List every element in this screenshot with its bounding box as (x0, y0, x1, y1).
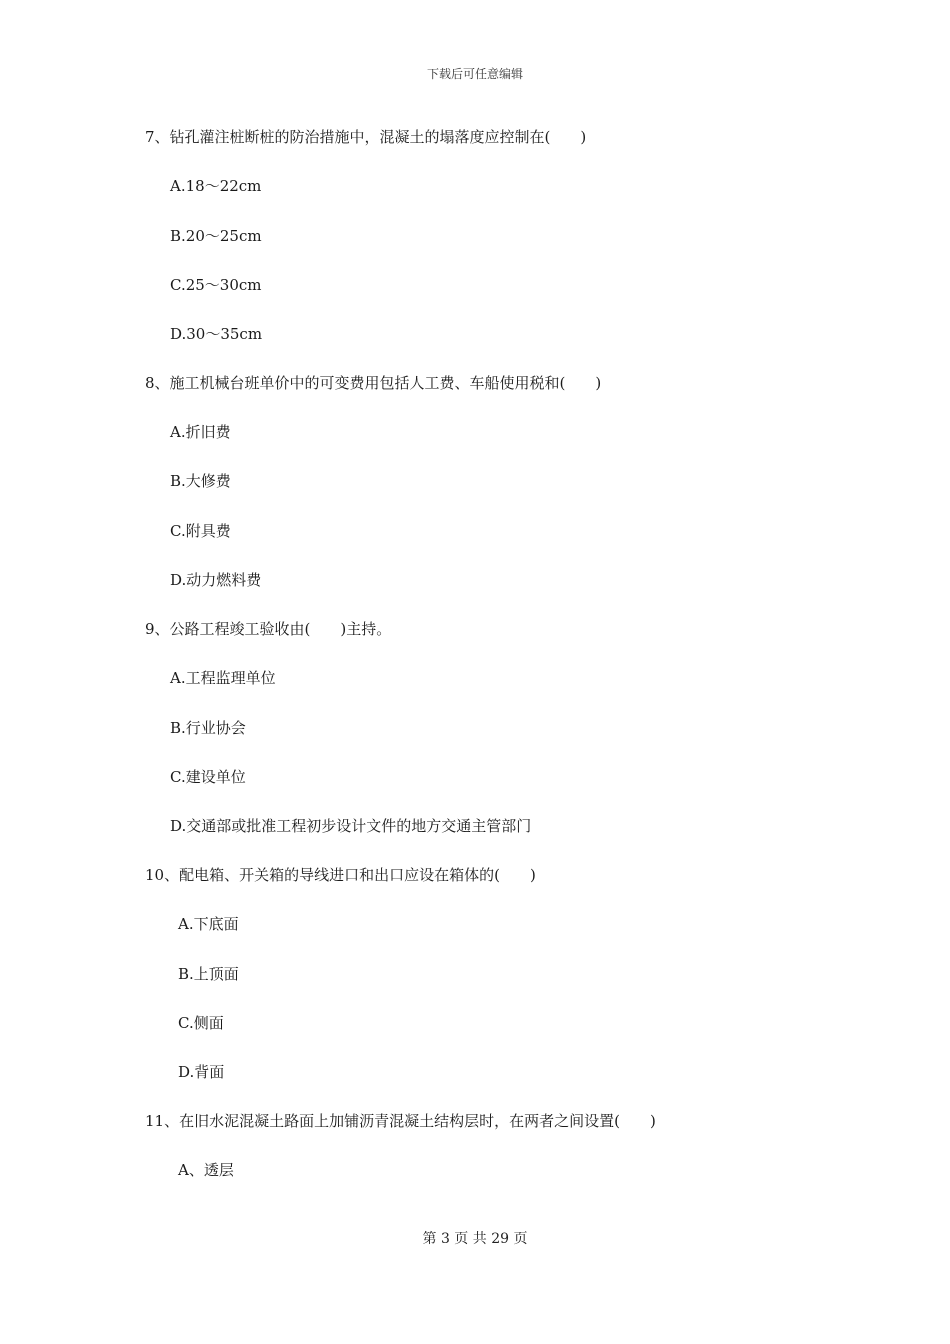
option-d: D.交通部或批准工程初步设计文件的地方交通主管部门 (170, 817, 532, 835)
option-b: B.20～25cm (170, 227, 262, 245)
option-d: D.动力燃料费 (170, 571, 262, 589)
question-stem: 7、钻孔灌注桩断桩的防治措施中，混凝土的塌落度应控制在( ) (145, 128, 587, 146)
page-number: 第 3 页 共 29 页 (422, 1231, 528, 1247)
option-b: B.上顶面 (178, 965, 239, 983)
option-a: A、透层 (178, 1161, 234, 1179)
question-stem: 11、在旧水泥混凝土路面上加铺沥青混凝土结构层时，在两者之间设置( ) (145, 1112, 656, 1130)
option-c: C.25～30cm (170, 276, 262, 294)
question-stem: 10、配电箱、开关箱的导线进口和出口应设在箱体的( ) (145, 866, 536, 884)
option-d: D.背面 (178, 1063, 225, 1081)
option-a: A.下底面 (178, 915, 239, 933)
option-c: C.附具费 (170, 522, 231, 540)
option-c: C.建设单位 (170, 768, 246, 786)
option-c: C.侧面 (178, 1014, 224, 1032)
option-b: B.大修费 (170, 472, 231, 490)
option-b: B.行业协会 (170, 719, 246, 737)
option-a: A.18～22cm (170, 177, 262, 195)
question-stem: 9、公路工程竣工验收由( )主持。 (145, 620, 392, 638)
option-a: A.折旧费 (170, 423, 231, 441)
page-header: 下载后可任意编辑 (426, 67, 523, 81)
option-a: A.工程监理单位 (170, 669, 276, 687)
question-stem: 8、施工机械台班单价中的可变费用包括人工费、车船使用税和( ) (145, 374, 602, 392)
option-d: D.30～35cm (170, 325, 263, 343)
